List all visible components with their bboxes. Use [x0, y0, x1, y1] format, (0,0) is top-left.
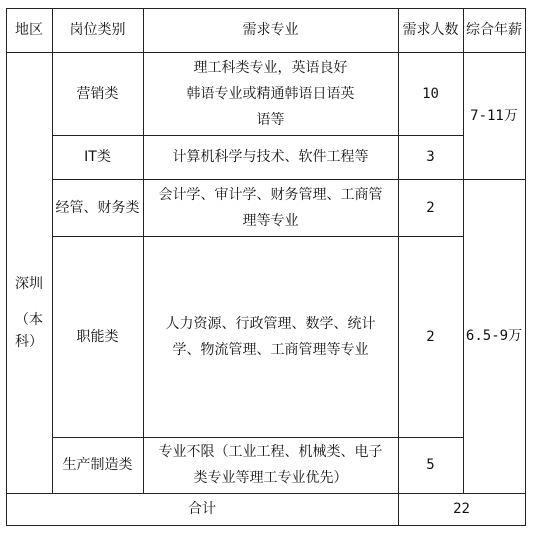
major-line: 专业不限（工业工程、机械类、电子	[158, 444, 383, 460]
major-line: 理等专业	[242, 212, 299, 229]
salary-cell: 7-11万	[470, 107, 518, 124]
row-count: 5	[426, 457, 435, 473]
total-label: 合计	[188, 501, 216, 517]
row-count: 2	[426, 328, 435, 345]
table-border-bottom	[6, 525, 526, 526]
row-count: 3	[426, 149, 435, 165]
header-salary: 综合年薪	[466, 22, 522, 38]
row-major	[143, 437, 398, 493]
table-border-right	[525, 8, 526, 526]
major-line: 计算机科学与技术、软件工程等	[172, 149, 369, 165]
row-category: IT类	[84, 149, 111, 165]
header-count: 需求人数	[402, 22, 459, 38]
header-category: 岗位类别	[69, 22, 126, 38]
region-city: 深圳	[15, 275, 43, 292]
row-major	[143, 52, 398, 135]
major-line: 会计学、审计学、财务管理、工商管	[158, 186, 383, 203]
row-major	[143, 236, 398, 437]
row-category: 职能类	[76, 328, 119, 345]
row-category: 生产制造类	[62, 457, 133, 473]
row-count: 2	[426, 199, 435, 216]
row-major	[143, 135, 398, 179]
row-category: 经管、财务类	[55, 199, 140, 216]
region-level: （本科）	[15, 311, 43, 350]
header-region: 地区	[15, 22, 43, 38]
row-count: 10	[422, 85, 439, 102]
major-line: 语等	[256, 111, 285, 128]
major-line: 类专业等理工专业优先）	[193, 470, 348, 486]
row-major	[143, 179, 398, 236]
major-line: 韩语专业或精通韩语日语英	[186, 85, 355, 102]
major-line: 学、物流管理、工商管理等专业	[172, 341, 369, 358]
major-line: 人力资源、行政管理、数学、统计	[165, 315, 376, 332]
total-value: 22	[453, 501, 470, 517]
major-line: 理工科类专业，英语良好	[193, 59, 348, 76]
region-cell	[6, 52, 52, 493]
header-major: 需求专业	[242, 22, 299, 38]
row-category: 营销类	[76, 85, 119, 102]
salary-cell: 6.5-9万	[465, 328, 523, 344]
